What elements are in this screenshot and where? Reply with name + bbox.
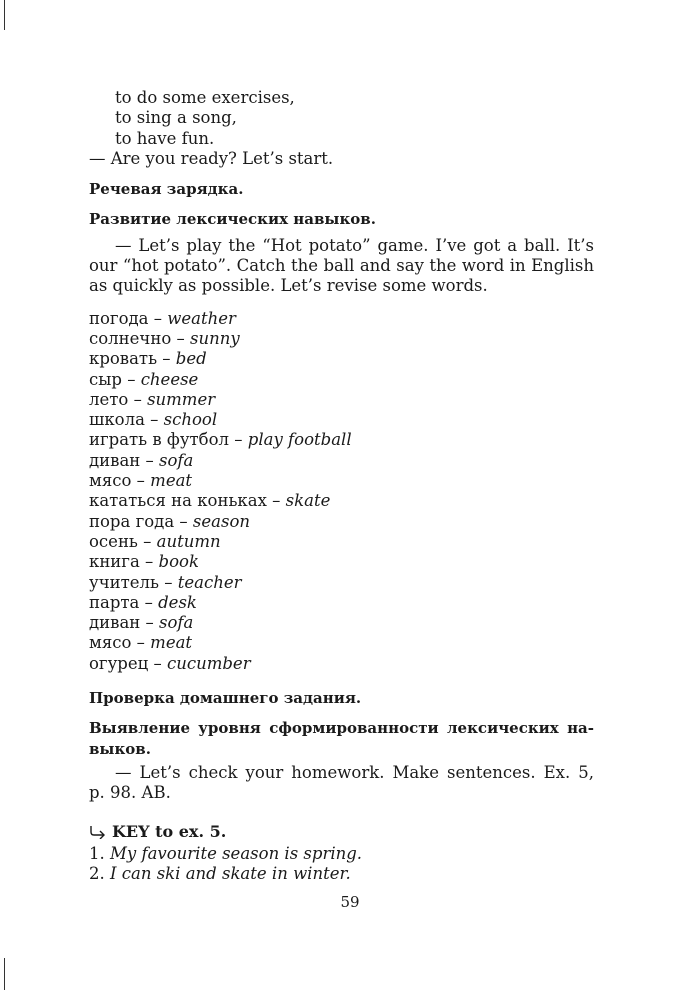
vocabulary-item bbox=[89, 593, 594, 613]
russian-word: осень bbox=[89, 531, 138, 551]
dash-separator: – bbox=[145, 450, 154, 470]
vocabulary-item bbox=[89, 349, 594, 369]
key-item-number: 1. bbox=[89, 843, 105, 863]
ready-line: — Are you ready? Let’s start. bbox=[89, 148, 334, 168]
key-item-text: I can ski and skate in winter. bbox=[110, 864, 351, 884]
russian-word: солнечно bbox=[89, 328, 172, 348]
page-number: 59 bbox=[340, 893, 360, 911]
vocabulary-item bbox=[89, 309, 594, 329]
section-title-speech-warmup: Речевая зарядка. bbox=[89, 180, 244, 199]
vocabulary-item bbox=[89, 552, 594, 572]
intro-line: to do some exercises, bbox=[115, 88, 295, 107]
section-subtitle-lexical-skills: Развитие лексических навыков. bbox=[89, 210, 376, 229]
key-title: KEY to ex. 5. bbox=[112, 821, 227, 841]
russian-word: мясо bbox=[89, 471, 132, 491]
russian-word: кровать bbox=[89, 349, 158, 369]
russian-word: школа bbox=[89, 410, 145, 430]
dash-separator: – bbox=[145, 552, 154, 572]
vocabulary-item bbox=[89, 633, 594, 653]
intro-line: to sing a song, bbox=[115, 108, 237, 128]
vocabulary-list bbox=[89, 309, 594, 674]
russian-word: диван bbox=[89, 613, 141, 633]
paragraph-line: — Let’s play the “Hot potato” game. I’ve got a ball. It’s bbox=[115, 235, 594, 255]
section-subtitle-line: выков. bbox=[89, 739, 151, 758]
english-word: book bbox=[158, 552, 199, 572]
english-word: sofa bbox=[159, 450, 194, 470]
vocabulary-item bbox=[89, 654, 594, 674]
page-body bbox=[89, 88, 594, 884]
page-edge-mark-bottom bbox=[4, 958, 5, 990]
homework-paragraph-line: p. 98. AB. bbox=[89, 783, 171, 803]
vocabulary-item bbox=[89, 451, 594, 471]
dash-separator: – bbox=[153, 653, 162, 673]
russian-word: лето bbox=[89, 389, 129, 409]
dash-separator: – bbox=[144, 592, 153, 612]
english-word: meat bbox=[150, 633, 193, 653]
english-word: school bbox=[163, 410, 218, 430]
english-word: desk bbox=[158, 592, 197, 612]
dash-separator: – bbox=[179, 511, 188, 531]
vocabulary-item bbox=[89, 329, 594, 349]
section-title-homework-check: Проверка домашнего задания. bbox=[89, 689, 362, 708]
homework-paragraph-line: — Let’s check your homework. Make sentences. Ex. 5, bbox=[115, 762, 594, 782]
vocabulary-item bbox=[89, 370, 594, 390]
english-word: summer bbox=[147, 389, 216, 409]
vocabulary-item bbox=[89, 410, 594, 430]
dash-separator: – bbox=[176, 328, 185, 348]
russian-word: книга bbox=[89, 552, 140, 572]
english-word: cucumber bbox=[166, 653, 251, 673]
vocabulary-item bbox=[89, 390, 594, 410]
intro-line: to have fun. bbox=[115, 128, 215, 148]
key-item bbox=[89, 864, 594, 884]
english-word: teacher bbox=[177, 572, 242, 592]
russian-word: сыр bbox=[89, 369, 122, 389]
english-word: weather bbox=[167, 308, 236, 328]
dash-separator: – bbox=[162, 349, 171, 369]
key-heading bbox=[89, 822, 594, 844]
dash-separator: – bbox=[150, 410, 159, 430]
vocabulary-item bbox=[89, 512, 594, 532]
russian-word: учитель bbox=[89, 572, 159, 592]
russian-word: погода bbox=[89, 308, 149, 328]
page-edge-mark-top bbox=[4, 0, 5, 30]
key-item-number: 2. bbox=[89, 864, 105, 884]
key-item-text: My favourite season is spring. bbox=[110, 843, 363, 863]
dash-separator: – bbox=[143, 531, 152, 551]
english-word: sofa bbox=[159, 613, 194, 633]
dash-separator: – bbox=[272, 491, 281, 511]
dash-separator: – bbox=[136, 471, 145, 491]
russian-word: огурец bbox=[89, 653, 149, 673]
vocabulary-item bbox=[89, 430, 594, 450]
hook-arrow-icon bbox=[89, 824, 109, 844]
english-word: autumn bbox=[156, 531, 221, 551]
vocabulary-item bbox=[89, 532, 594, 552]
english-word: bed bbox=[175, 349, 207, 369]
english-word: play football bbox=[247, 430, 352, 450]
english-word: season bbox=[192, 511, 251, 531]
dash-separator: – bbox=[234, 430, 243, 450]
vocabulary-item bbox=[89, 613, 594, 633]
vocabulary-item bbox=[89, 573, 594, 593]
dash-separator: – bbox=[164, 572, 173, 592]
section-subtitle-line: Выявление уровня сформированности лексических на- bbox=[89, 719, 594, 738]
vocabulary-item bbox=[89, 491, 594, 511]
russian-word: пора года bbox=[89, 511, 175, 531]
russian-word: диван bbox=[89, 450, 141, 470]
dash-separator: – bbox=[153, 308, 163, 328]
dash-separator: – bbox=[136, 633, 145, 653]
english-word: meat bbox=[150, 471, 193, 491]
vocabulary-item bbox=[89, 471, 594, 491]
paragraph-line: our “hot potato”. Catch the ball and say the word in English bbox=[89, 256, 594, 276]
dash-separator: – bbox=[127, 369, 136, 389]
english-word: cheese bbox=[140, 369, 199, 389]
paragraph-line: as quickly as possible. Let’s revise some words. bbox=[89, 276, 488, 296]
russian-word: мясо bbox=[89, 633, 132, 653]
dash-separator: – bbox=[133, 389, 142, 409]
russian-word: кататься на коньках bbox=[89, 491, 267, 511]
russian-word: парта bbox=[89, 592, 140, 612]
russian-word: играть в футбол bbox=[89, 430, 230, 450]
english-word: skate bbox=[285, 491, 331, 511]
key-item bbox=[89, 844, 594, 864]
dash-separator: – bbox=[145, 613, 154, 633]
english-word: sunny bbox=[190, 328, 240, 348]
